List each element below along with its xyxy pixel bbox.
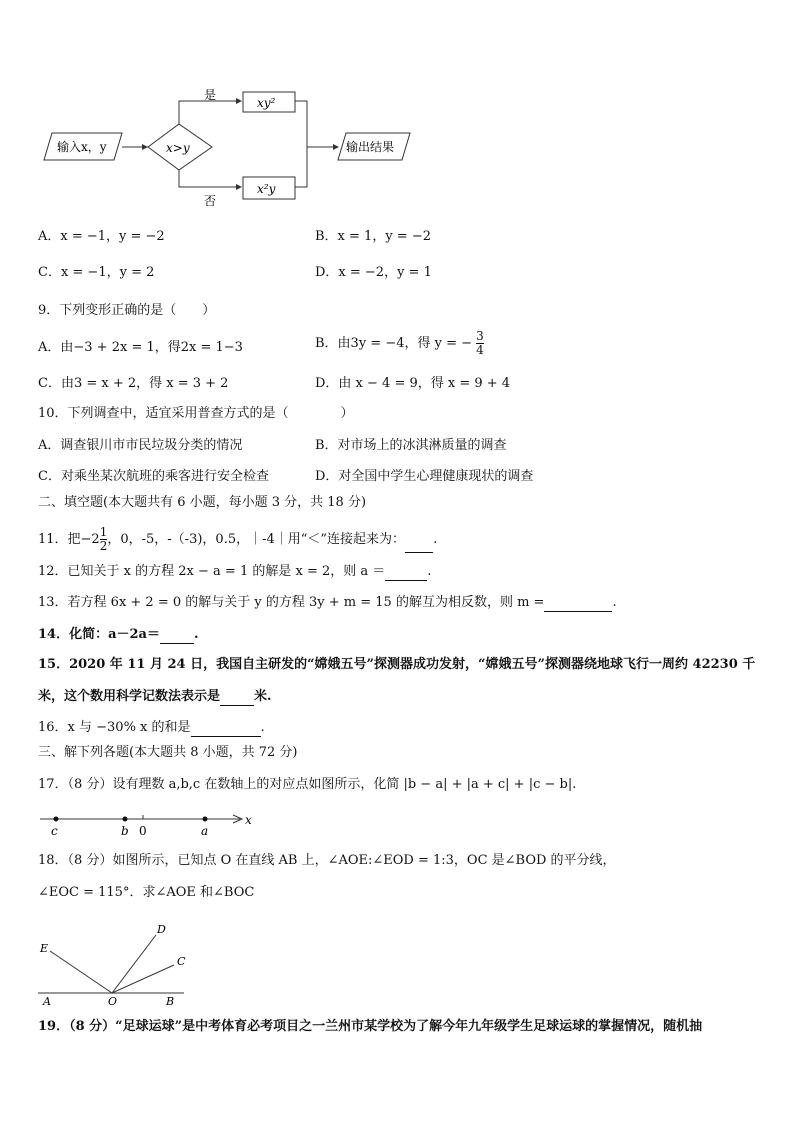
q13-end: .: [612, 595, 617, 610]
q11-end: .: [433, 532, 438, 547]
answer-blank[interactable]: [220, 691, 254, 706]
label-c: C: [177, 955, 186, 968]
q11: [38, 526, 437, 553]
ray-oc: [112, 965, 174, 993]
point-b: [123, 817, 128, 822]
label-b: b: [121, 824, 129, 838]
label-c: c: [51, 824, 58, 838]
fraction-denominator: 4: [476, 343, 484, 357]
label-a: a: [201, 824, 209, 838]
q8-option-a: A．x = −1，y = −2: [38, 229, 165, 244]
number-line: [0, 805, 794, 840]
q9-option-b-text: B．由3y = −4，得 y = −: [315, 336, 473, 351]
q15-text: 米，这个数用科学记数法表示是: [38, 689, 221, 704]
yes-path: [179, 101, 240, 124]
q10-stem: 10．下列调查中，适宜采用普查方式的是（ ）: [38, 406, 354, 421]
q15-line-1: 15．2020 年 11 月 24 日，我国自主研发的“嫦娥五号”探测器成功发射，“嫦娥五号”探测器绕地球飞行一周约 42230 千: [38, 657, 756, 672]
no-box-label: x²y: [257, 182, 276, 196]
q14-end: .: [193, 627, 199, 642]
q8-option-d: D．x = −2，y = 1: [315, 265, 432, 280]
yes-box-label: xy²: [257, 96, 276, 110]
q15-end: 米.: [254, 689, 272, 704]
yes-label: 是: [204, 88, 217, 102]
answer-blank[interactable]: [405, 538, 433, 553]
answer-blank[interactable]: [385, 566, 427, 581]
fraction-numerator: 1: [99, 525, 108, 539]
label-zero: 0: [139, 824, 147, 838]
q18-line-1: 18．（8 分）如图所示，已知点 O 在直线 AB 上，∠AOE:∠EOD = 1:3，OC 是∠BOD 的平分线，: [38, 853, 616, 868]
no-label: 否: [204, 194, 217, 208]
q9-option-a: A．由−3 + 2x = 1，得2x = 1−3: [38, 340, 243, 355]
section-2-heading: 二、填空题(本大题共有 6 小题，每小题 3 分，共 18 分): [38, 495, 367, 510]
condition-label: x>y: [166, 141, 190, 155]
q18-line-2: ∠EOC = 115°．求∠AOE 和∠BOC: [38, 885, 255, 900]
merge-path: [295, 101, 307, 187]
ray-od: [112, 935, 156, 993]
q17-stem: 17．（8 分）设有理数 a,b,c 在数轴上的对应点如图所示，化简 |b − a| + |a + c| + |c − b|.: [38, 777, 577, 792]
q9-option-c: C．由3 = x + 2，得 x = 3 + 2: [38, 376, 229, 391]
q9-option-b: [315, 330, 484, 357]
point-a: [203, 817, 208, 822]
label-a: A: [43, 995, 51, 1008]
arrowhead: [236, 184, 242, 190]
answer-blank[interactable]: [160, 629, 194, 644]
arrowhead: [333, 144, 339, 150]
flowchart: [0, 0, 794, 215]
q16-end: .: [260, 720, 265, 735]
q8-option-b: B．x = 1，y = −2: [315, 229, 431, 244]
answer-blank[interactable]: [544, 597, 612, 612]
q10-option-c: C．对乘坐某次航班的乘客进行安全检查: [38, 469, 269, 484]
point-c: [54, 817, 59, 822]
q12-end: .: [427, 564, 432, 579]
arrowhead: [142, 144, 148, 150]
label-o: O: [108, 995, 118, 1008]
q10-option-a: A．调查银川市市民垃圾分类的情况: [38, 438, 243, 453]
output-label: 输出结果: [346, 140, 395, 154]
q10-option-d: D．对全国中学生心理健康现状的调查: [315, 469, 534, 484]
q16: [38, 719, 265, 737]
q12-text: 12．已知关于 x 的方程 2x − a = 1 的解是 x = 2，则 a ＝: [38, 564, 386, 579]
q14-text: 14．化简：a－2a＝: [38, 627, 160, 642]
no-path: [179, 170, 240, 187]
axis-label-x: x: [245, 813, 252, 827]
fraction-numerator: 3: [476, 329, 484, 343]
input-label: 输入x，y: [57, 140, 107, 154]
ray-oe: [50, 951, 112, 993]
q9-option-d: D．由 x − 4 = 9，得 x = 9 + 4: [315, 376, 511, 391]
q15-line-2: [38, 688, 272, 706]
q16-text: 16．x 与 −30% x 的和是: [38, 720, 191, 735]
q11-text: ，0，-5，-（-3)，0.5，｜-4｜用“＜”连接起来为：: [107, 532, 406, 547]
label-b: B: [166, 995, 175, 1008]
section-3-heading: 三、解下列各题(本大题共 8 小题，共 72 分): [38, 745, 298, 760]
label-e: E: [40, 942, 49, 955]
arrowhead: [236, 98, 242, 104]
angle-figure: [0, 915, 794, 1010]
q11-prefix: 11．把−2: [38, 532, 100, 547]
q13: [38, 594, 617, 612]
q8-option-c: C．x = −1，y = 2: [38, 265, 155, 280]
q12: [38, 563, 431, 581]
fraction-denominator: 2: [99, 539, 108, 553]
q10-option-b: B．对市场上的冰淇淋质量的调查: [315, 438, 507, 453]
answer-blank[interactable]: [191, 722, 261, 737]
q9-stem: 9．下列变形正确的是（ ）: [38, 303, 216, 318]
label-d: D: [157, 923, 166, 936]
q19-stem: 19．（8 分）“足球运球”是中考体育必考项目之一兰州市某学校为了解今年九年级学生足球运球的掌握情况，随机抽: [38, 1019, 703, 1034]
q13-text: 13．若方程 6x + 2 = 0 的解与关于 y 的方程 3y + m = 15 的解互为相反数，则 m =: [38, 595, 545, 610]
fraction: [476, 330, 484, 357]
q14: [38, 626, 199, 644]
